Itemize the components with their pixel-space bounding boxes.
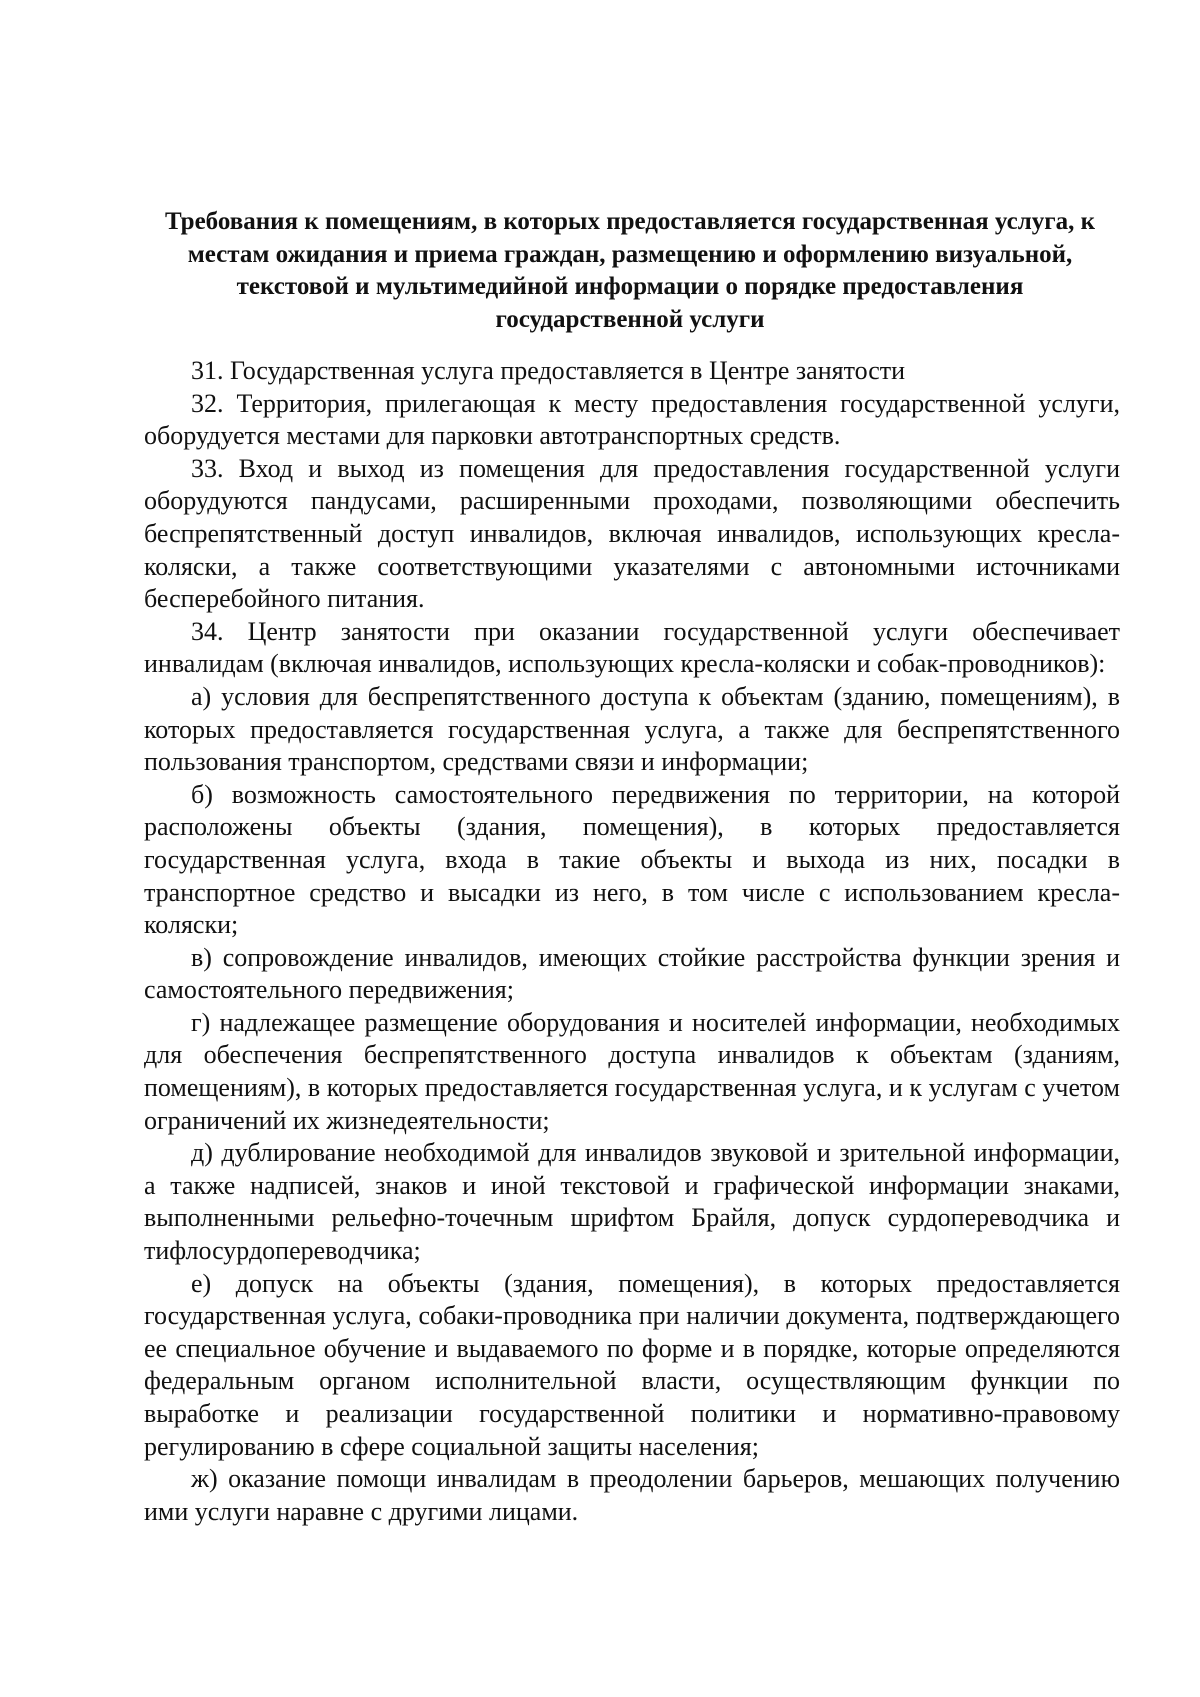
paragraph-33: 33. Вход и выход из помещения для предоставления государственной услуги оборудуются пандусами, расширенными проходами, позволяющими обеспечить беспрепятственный доступ инвалидов, включая инвалидов, использующих кресла-коляски, а также соответствующими указателями с автономными источниками бесперебойного питания. (144, 453, 1120, 614)
list-item-b: б) возможность самостоятельного передвижения по территории, на которой расположены объекты (здания, помещения), в которых предоставляется государственная услуга, входа в такие объекты и выхода из них, посадки в транспортное средство и высадки из него, в том числе с использованием кресла-коляски; (144, 779, 1120, 940)
list-item-v: в) сопровождение инвалидов, имеющих стойкие расстройства функции зрения и самостоятельного передвижения; (144, 942, 1120, 1005)
paragraph-34: 34. Центр занятости при оказании государственной услуги обеспечивает инвалидам (включая инвалидов, использующих кресла-коляски и собак-проводников): (144, 616, 1120, 679)
list-item-zh: ж) оказание помощи инвалидам в преодолении барьеров, мешающих получению ими услуги наравне с другими лицами. (144, 1464, 1120, 1526)
list-item-a: а) условия для беспрепятственного доступа к объектам (зданию, помещениям), в которых предоставляется государственная услуга, а также для беспрепятственного пользования транспортом, средствами связи и информации; (144, 681, 1120, 777)
list-item-e: е) допуск на объекты (здания, помещения), в которых предоставляется государственная услуга, собаки-проводника при наличии документа, подтверждающего ее специальное обучение и выдаваемого по форме и в порядке, которые определяются федеральным органом исполнительной власти, осуществляющим функции по выработке и реализации государственной политики и нормативно-правовому регулированию в сфере социальной защиты населения; (144, 1268, 1120, 1461)
paragraph-32: 32. Территория, прилегающая к месту предоставления государственной услуги, оборудуется местами для парковки автотранспортных средств. (144, 388, 1120, 451)
document-body (144, 355, 1120, 1528)
list-item-d: д) дублирование необходимой для инвалидов звуковой и зрительной информации, а также надписей, знаков и иной текстовой и графической информации знаками, выполненными рельефно-точечным шрифтом Брайля, допуск сурдопереводчика и тифлосурдопереводчика; (144, 1138, 1120, 1266)
list-item-g: г) надлежащее размещение оборудования и носителей информации, необходимых для обеспечения беспрепятственного доступа инвалидов к объектам (зданиям, помещениям), в которых предоставляется государственная услуга, и к услугам с учетом ограничений их жизнедеятельности; (144, 1007, 1120, 1135)
section-heading: Требования к помещениям, в которых предоставляется государственная услуга, к местам ожидания и приема граждан, размещению и оформлению визуальной, текстовой и мультимедийной информации о порядке предоставления государственной услуги (164, 208, 1096, 333)
paragraph-31: 31. Государственная услуга предоставляется в Центре занятости (191, 356, 906, 385)
